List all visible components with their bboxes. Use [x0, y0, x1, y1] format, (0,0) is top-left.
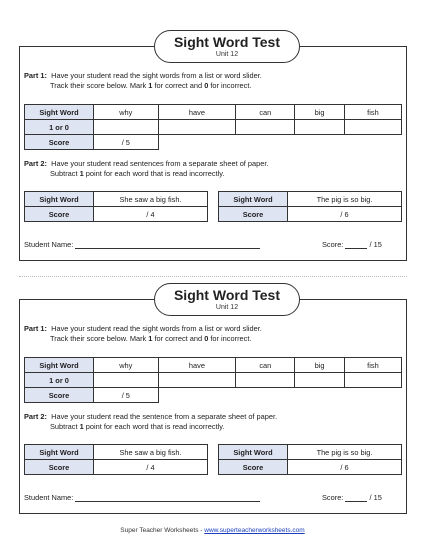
sentence-header: Sight Word [219, 445, 288, 460]
mark-cell[interactable] [236, 120, 295, 135]
sentence-table-1 [24, 444, 208, 475]
score-label: Score: [322, 493, 344, 502]
one-or-zero-header: 1 or 0 [25, 373, 94, 388]
test-title: Sight Word Test [173, 34, 281, 50]
sentence-score-header: Score [219, 207, 288, 222]
sentence-header: Sight Word [219, 192, 288, 207]
total-score: / 15 [369, 493, 382, 502]
word-cell: why [94, 105, 159, 120]
word-cell: have [158, 105, 236, 120]
score-cell: / 5 [94, 135, 159, 150]
sentence-table-1 [24, 191, 208, 222]
word-cell: can [236, 105, 295, 120]
sight-word-table [24, 357, 402, 403]
mark-cell[interactable] [295, 373, 345, 388]
test-title: Sight Word Test [173, 287, 281, 303]
word-cell: fish [344, 105, 401, 120]
sentence-cell: The pig is so big. [288, 192, 402, 207]
mark-cell[interactable] [94, 120, 159, 135]
word-cell: why [94, 358, 159, 373]
part1-instructions [24, 71, 262, 91]
student-name-label: Student Name: [24, 240, 74, 249]
part1-line1: Have your student read the sight words from a list or word slider. [51, 71, 262, 80]
sentence-table-2 [218, 444, 402, 475]
part1-line2: Track their score below. Mark 1 for correct and 0 for incorrect. [50, 81, 252, 90]
total-score-line[interactable] [345, 501, 367, 502]
sentence-cell: She saw a big fish. [94, 445, 208, 460]
sight-word-test-1 [19, 34, 407, 261]
word-cell: big [295, 358, 345, 373]
total-score-row [322, 240, 382, 249]
word-cell: have [158, 358, 236, 373]
sentence-header: Sight Word [25, 445, 94, 460]
unit-label: Unit 12 [215, 304, 239, 311]
word-cell: big [295, 105, 345, 120]
total-score-row [322, 493, 382, 502]
score-label: Score: [322, 240, 344, 249]
title-badge [154, 283, 300, 316]
mark-cell[interactable] [94, 373, 159, 388]
footer-link[interactable]: www.superteacherworksheets.com [204, 527, 305, 534]
student-name-line[interactable] [75, 501, 260, 502]
sentence-score-cell: / 4 [94, 460, 208, 475]
mark-cell[interactable] [295, 120, 345, 135]
sight-word-table [24, 104, 402, 150]
student-name-row [24, 240, 260, 249]
mark-cell[interactable] [344, 373, 401, 388]
page-footer [0, 527, 425, 534]
sight-word-header: Sight Word [25, 358, 94, 373]
one-or-zero-header: 1 or 0 [25, 120, 94, 135]
sentence-score-cell: / 6 [288, 207, 402, 222]
part2-instructions: Part 2: Have your student read sentences from a separate sheet of paper. Subtract 1 point for each word that is read incorrectly. [24, 159, 269, 178]
word-cell: fish [344, 358, 401, 373]
mark-cell[interactable] [158, 373, 236, 388]
sentence-score-header: Score [25, 460, 94, 475]
cut-line [19, 276, 407, 277]
part1-instructions: Part 1: Have your student read the sight words from a list or word slider. Track their score below. Mark 1 for correct and 0 for incorrect. [24, 324, 262, 343]
score-header: Score [25, 388, 94, 403]
student-name-label: Student Name: [24, 493, 74, 502]
part2-instructions: Part 2: Have your student read the sentence from a separate sheet of paper. Subtract 1 point for each word that is read incorrectly. [24, 412, 278, 431]
part1-label: Part 1: [24, 71, 48, 80]
mark-cell[interactable] [344, 120, 401, 135]
footer-text: Super Teacher Worksheets - [120, 527, 205, 534]
score-header: Score [25, 135, 94, 150]
sentence-score-cell: / 6 [288, 460, 402, 475]
unit-label: Unit 12 [215, 51, 239, 58]
sight-word-test-2 [19, 287, 407, 514]
mark-cell[interactable] [236, 373, 295, 388]
sight-word-header: Sight Word [25, 105, 94, 120]
total-score: / 15 [369, 240, 382, 249]
sentence-header: Sight Word [25, 192, 94, 207]
sentence-cell: She saw a big fish. [94, 192, 208, 207]
student-name-row [24, 493, 260, 502]
total-score-line[interactable] [345, 248, 367, 249]
sentence-score-cell: / 4 [94, 207, 208, 222]
sentence-cell: The pig is so big. [288, 445, 402, 460]
sentence-score-header: Score [25, 207, 94, 222]
mark-cell[interactable] [158, 120, 236, 135]
sentence-table-2 [218, 191, 402, 222]
title-badge [154, 30, 300, 63]
word-cell: can [236, 358, 295, 373]
score-cell: / 5 [94, 388, 159, 403]
student-name-line[interactable] [75, 248, 260, 249]
sentence-score-header: Score [219, 460, 288, 475]
